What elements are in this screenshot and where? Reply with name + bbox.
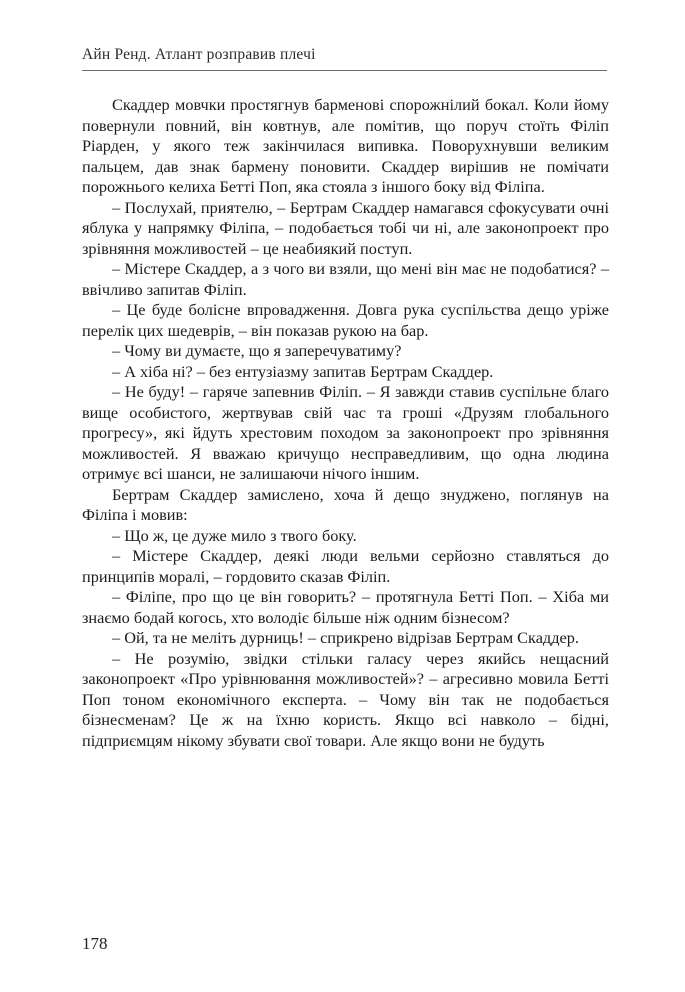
- paragraph: – Послухай, приятелю, – Бертрам Скаддер намагався сфокусувати очні яблука у напрямку Філіпа, – подобається тобі чи ні, але законопроект про зрівняння можливостей – це неабиякий поступ.: [82, 197, 609, 258]
- paragraph: – Це буде болісне впровадження. Довга рука суспільства дещо уріже перелік цих шедеврів, – він показав рукою на бар.: [82, 300, 609, 340]
- paragraph: – А хіба ні? – без ентузіазму запитав Бертрам Скаддер.: [112, 361, 494, 381]
- page-number: 178: [82, 934, 108, 953]
- paragraph: – Ой, та не меліть дурниць! – сприкрено відрізав Бертрам Скаддер.: [112, 628, 579, 647]
- paragraph: Скаддер мовчки простягнув барменові спорожнілий бокал. Коли йому повернули повний, він ковтнув, але помітив, що поруч стоїть Філіп Ріарден, у якого теж закінчилася випивка. Поворухнувши великим пальцем, дав знак бармену поновити. Скаддер вирішив не помічати порожнього келиха Бетті Поп, яка стояла з іншого боку від Філіпа.: [82, 95, 609, 196]
- page-body: [82, 95, 609, 751]
- paragraph: – Не розумію, звідки стільки галасу через якийсь нещасний законопроект «Про урівнювання можливостей»? – агресивно мовила Бетті Поп тоном економічного експерта. – Чому він так не подобається бізнесменам? Це ж на їхню користь. Якщо всі навколо – бідні, підприємцям нікому збувати свої товари. Але якщо вони не будуть: [82, 648, 609, 750]
- paragraph: – Філіпе, про що це він говорить? – протягнула Бетті Поп. – Хіба ми знаємо бодай когось, хто володіє більше ніж одним бізнесом?: [82, 587, 609, 627]
- paragraph: Бертрам Скаддер замислено, хоча й дещо знуджено, поглянув на Філіпа і мовив:: [82, 484, 609, 524]
- paragraph: – Містере Скаддер, а з чого ви взяли, що мені він має не подобатися? – ввічливо запитав Філіп.: [82, 259, 609, 299]
- paragraph: – Що ж, це дуже мило з твого боку.: [112, 525, 357, 545]
- running-header: Айн Ренд. Атлант розправив плечі: [82, 46, 316, 63]
- paragraph: – Містере Скаддер, деякі люди вельми серйозно ставляться до принципів моралі, – гордовито сказав Філіп.: [82, 546, 609, 586]
- header-rule: [82, 70, 607, 71]
- paragraph: – Чому ви думаєте, що я заперечуватиму?: [112, 341, 402, 360]
- paragraph: – Не буду! – гаряче запевнив Філіп. – Я завжди ставив суспільне благо вище особистого, жертвував свій час та гроші «Друзям глобального прогресу», які йдуть хрестовим походом за законопроект про зрівняння можливостей. Я вважаю кричущо несправедливим, що одна людина отримує всі шанси, не залишаючи нічого іншим.: [82, 382, 609, 483]
